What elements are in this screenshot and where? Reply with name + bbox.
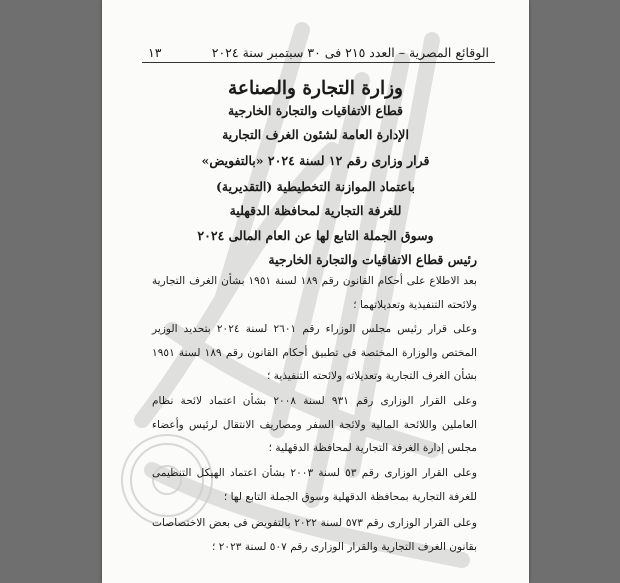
preamble-paragraph: بعد الاطلاع على أحكام القانون رقم ١٨٩ لسنة ١٩٥١ بشأن الغرف التجارية ولائحته التنفيذية وتعديلاتهما ؛ <box>152 275 477 311</box>
decree-title: قرار وزارى رقم ١٢ لسنة ٢٠٢٤ «بالتفويض» <box>201 153 430 168</box>
issuer-title: رئيس قطاع الاتفاقيات والتجارة الخارجية <box>268 252 477 267</box>
running-title: الوقائع المصرية – العدد ٢١٥ فى ٣٠ سبتمبر سنة ٢٠٢٤ <box>211 45 489 60</box>
decree-subject-line-1: باعتماد الموازنة التخطيطية (التقديرية) <box>215 179 416 194</box>
department-title: الإدارة العامة لشئون الغرف التجارية <box>222 127 409 142</box>
document-page <box>102 0 529 583</box>
ministry-title: وزارة التجارة والصناعة <box>227 78 403 99</box>
decree-subject-line-3: وسوق الجملة التابع لها عن العام المالى ٢٠٢٤ <box>197 228 434 243</box>
running-header <box>148 40 489 60</box>
preamble-paragraph: وعلى قرار رئيس مجلس الوزراء رقم ٢٦٠١ لسنة ٢٠٢٤ بتحديد الوزير المختص والوزارة المختصة فى تطبيق أحكام القانون رقم ١٨٩ لسنة ١٩٥١ بشأن الغرف التجارية وتعديلاته ولائحته التنفيذية ؛ <box>152 323 478 382</box>
decree-subject-line-2: للغرفة التجارية لمحافظة الدقهلية <box>229 203 402 218</box>
preamble-paragraph: وعلى القرار الوزارى رقم ٩٣١ لسنة ٢٠٠٨ بشأن اعتماد لائحة نظام العاملين واللائحة المالية ولائحة السفر ومصاريف الانتقال لرئيس وأعضاء مجلس إدارة الغرفة التجارية لمحافظة الدقهلية ؛ <box>152 395 477 454</box>
page-number: ١٣ <box>148 45 162 60</box>
header-divider <box>142 62 495 63</box>
preamble-paragraph: وعلى القرار الوزارى رقم ٥٧٣ لسنة ٢٠٢٢ بالتفويض فى بعض الاختصاصات بقانون الغرف التجارية والقرار الوزارى رقم ٥٠٧ لسنة ٢٠٢٣ ؛ <box>152 517 477 553</box>
preamble-paragraph: وعلى القرار الوزارى رقم ٥٣ لسنة ٢٠٠٣ بشأن اعتماد الهيكل التنظيمى للغرفة التجارية بمحافظة الدقهلية وسوق الجملة التابع لها ؛ <box>152 467 477 503</box>
sector-title: قطاع الاتفاقيات والتجارة الخارجية <box>227 103 404 118</box>
